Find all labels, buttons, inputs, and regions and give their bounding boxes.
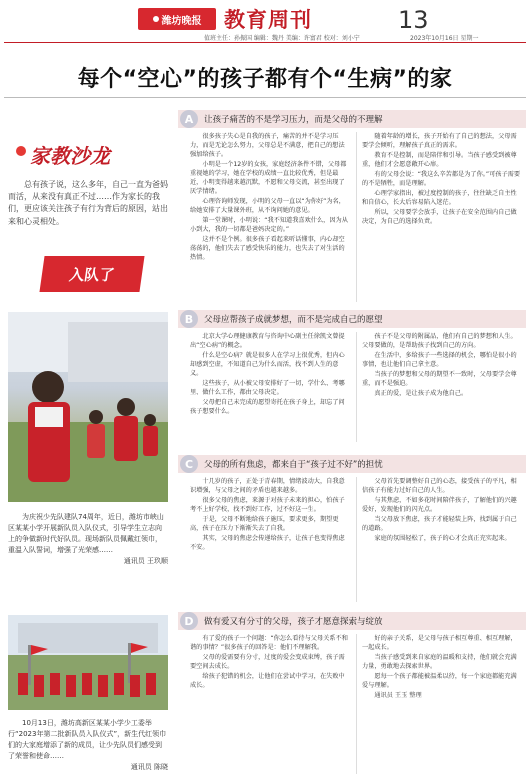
banner-text: 入队了 [68, 265, 116, 284]
staff-line: 值班主任：孙振国 编辑：魏丹 美编：许富君 校对：刘小宁 [204, 35, 360, 42]
paragraph: 很多孩子失心是自我的孩子，痛苦的并不是学习压力，而是无论怎么努力，父母总是不满意，把自己的想法强加给孩子。 [190, 133, 345, 158]
paragraph: 父母的爱需要有分寸，过度的爱会变成束缚，孩子需要空间去成长。 [190, 654, 345, 670]
section-d-col2 [362, 634, 522, 774]
section-badge: B [180, 310, 198, 328]
section-a-col2 [362, 132, 522, 302]
paragraph: 心理咨询师发现，小明的父母一直以“为你好”为名，给她安排了大量课外班，从不询问她的意见。 [190, 198, 345, 214]
caption2-byline: 通讯员 陈晓 [130, 763, 168, 771]
paragraph: 当孩子感受到来自家庭的温暖和支持，他们就会充满力量，勇敢地去探索世界。 [362, 654, 517, 670]
paragraph: 当孩子的梦想和父母的期望不一致时，父母要学会尊重，而不是强迫。 [362, 371, 517, 387]
paragraph: 教育不是控制，而是陪伴和引导。当孩子感受到被尊重，他们才会愿意敞开心扉。 [362, 152, 517, 168]
paragraph: 这并不是个例。很多孩子看起来听话懂事，内心却空荡荡的，他们失去了感受快乐的能力，也失去了对生活的热情。 [190, 236, 345, 261]
photo-induction-ceremony [8, 312, 168, 502]
photo2-caption [8, 718, 168, 773]
paragraph: 有了爱的孩子一个问题：“你怎么看待与父母关系不和谐的事情？”很多孩子的回答是：他们不理解我。 [190, 635, 348, 651]
column-divider [356, 132, 357, 302]
column-tag-icon [16, 146, 26, 156]
paragraph: 真正的爱，是让孩子成为他自己。 [374, 390, 468, 397]
paragraph: 其实，父母的焦虑会传递给孩子，让孩子也变得焦虑不安。 [190, 535, 345, 551]
column-name: 家教沙龙 [30, 144, 110, 168]
paragraph: 第一堂课时，小明说：“我不知道我喜欢什么，因为从小到大，我的一切都是爸妈决定的。” [190, 217, 348, 233]
date-line: 2023年10月16日 星期一 [410, 35, 479, 42]
paragraph: 通讯员 王玉 整理 [374, 692, 422, 699]
section-b-col2 [362, 332, 522, 442]
paragraph: 随着年龄的增长，孩子开始有了自己的想法，父母需要学会倾听，理解孩子真正的需求。 [362, 133, 517, 149]
section-title: 教育周刊 [224, 8, 312, 32]
section-c-header [178, 455, 526, 473]
section-title: 父母的所有焦虑，都来自于“孩子过不好”的担忧 [204, 460, 383, 470]
paragraph: 北京大学心理健康教育与咨询中心副主任徐凯文曾提出“空心病”的概念。 [190, 333, 345, 349]
paragraph: 很多父母的焦虑，来源于对孩子未来的担心，怕孩子考不上好学校，找不到好工作，过不好这一生。 [190, 497, 345, 513]
paragraph: 于是，父母不断地给孩子施压，要求更多，期望更高，孩子在压力下渐渐失去了自我。 [190, 516, 339, 532]
photo-school-ceremony [8, 615, 168, 710]
paragraph: 父母首先要调整好自己的心态，接受孩子的平凡，相信孩子有能力过好自己的人生。 [362, 478, 517, 494]
section-d-header [178, 612, 526, 630]
column-divider [356, 634, 357, 774]
paragraph: 孩子不是父母的附属品，他们有自己的梦想和人生。父母要做的，是帮助孩子找到自己的方向。 [362, 333, 517, 349]
section-badge: C [180, 455, 198, 473]
page-headline: 每个“空心”的孩子都有个“生病”的家 [77, 67, 453, 92]
column-intro [8, 179, 168, 228]
section-a-header [178, 110, 526, 128]
section-badge: D [180, 612, 198, 630]
paragraph: 父母把自己未完成的愿望寄托在孩子身上，却忘了问孩子想要什么。 [190, 399, 345, 415]
logo-dot-icon [153, 16, 159, 22]
newspaper-logo [138, 8, 216, 30]
caption2-text: 10月13日，潍坊高新区某某小学少工委举行“2023年第二批新队员入队仪式”，新生代红领巾们的大家庭增添了新的成员，让少先队员们感受到了荣誉和使命…… [8, 719, 167, 760]
intro-text: 总有孩子说，这么多年，自己一直为爸妈而活，从来没有真正不过……作为家长的我们，更应该关注孩子有行为背后的原因，站出来和心灵相处。 [8, 180, 168, 226]
paragraph: 好的亲子关系，是父母与孩子相互尊重、相互理解，一起成长。 [362, 635, 517, 651]
caption1-byline: 通讯员 王玖顺 [123, 557, 168, 565]
section-c-col1 [190, 477, 350, 602]
paragraph: 与其焦虑，不如多花时间陪伴孩子，了解他们的兴趣爱好，发现他们的闪光点。 [362, 497, 517, 513]
paragraph: 当父母放下焦虑，孩子才能轻装上阵，找到属于自己的道路。 [362, 516, 517, 532]
header-rule [4, 42, 526, 43]
paragraph: 这些孩子，从小被父母安排好了一切，学什么、考哪里、做什么工作，都由父母决定。 [190, 380, 345, 396]
section-d-col1 [190, 634, 350, 774]
paragraph: 小明是一个12岁的女孩，家庭经济条件不错，父母都重视她的学习，她在学校的成绩一直比较优秀，但是最近，小明变得越来越沉默，不愿和父母交流，甚至出现了厌学情绪。 [190, 161, 347, 195]
paragraph: 给孩子犯错的机会，让他们在尝试中学习，在失败中成长。 [190, 673, 345, 689]
column-divider [356, 477, 357, 602]
paragraph: 什么是空心病？就是很多人在学习上很优秀，但内心却感到空虚，不知道自己为什么而活，找不到人生的意义。 [190, 352, 345, 377]
photo1-caption [8, 512, 168, 567]
paragraph: 愿每一个孩子都能被温柔以待，每一个家庭都能充满爱与理解。 [362, 673, 517, 689]
logo-text: 潍坊晚报 [161, 15, 202, 27]
section-c-col2 [362, 477, 522, 602]
caption1-text: 为庆祝少先队建队74周年，近日，潍坊市峡山区某某小学开展新队员入队仪式，引导学生立志向上的争做新时代好队员。现场新队员佩戴红领巾，重温入队誓词，增强了光荣感…… [8, 513, 164, 554]
paragraph: 家庭的氛围轻松了，孩子的心才会真正充实起来。 [374, 535, 511, 542]
section-b-col1 [190, 332, 350, 442]
section-title: 做有爱又有分寸的父母，孩子才愿意探索与绽放 [204, 617, 383, 627]
section-badge: A [180, 110, 198, 128]
section-title: 父母应帮孩子成就梦想，而不是完成自己的愿望 [204, 315, 383, 325]
section-b-header [178, 310, 526, 328]
headline-rule [4, 97, 526, 98]
column-divider [356, 332, 357, 442]
paragraph: 所以，父母要学会放手，让孩子在安全范围内自己做决定，为自己的选择负责。 [362, 209, 517, 225]
section-title: 让孩子痛苦的不是学习压力，而是父母的不理解 [204, 115, 383, 125]
section-a-col1 [190, 132, 350, 302]
paragraph: 有的父母会说：“我这么辛苦都是为了你。”可孩子需要的不是牺牲，而是理解。 [362, 171, 521, 187]
paragraph: 在生活中，多给孩子一些选择的机会，哪怕是很小的事情，也让他们自己拿主意。 [362, 352, 517, 368]
paragraph: 十几岁的孩子，正处于青春期，情绪波动大，自我意识增强，与父母之间的矛盾也越来越多。 [190, 478, 345, 494]
paragraph: 心理学家指出，被过度控制的孩子，往往缺乏自主性和自信心，长大后容易陷入迷茫。 [362, 190, 517, 206]
photo-banner [39, 256, 144, 292]
page-number: 13 [398, 6, 429, 34]
